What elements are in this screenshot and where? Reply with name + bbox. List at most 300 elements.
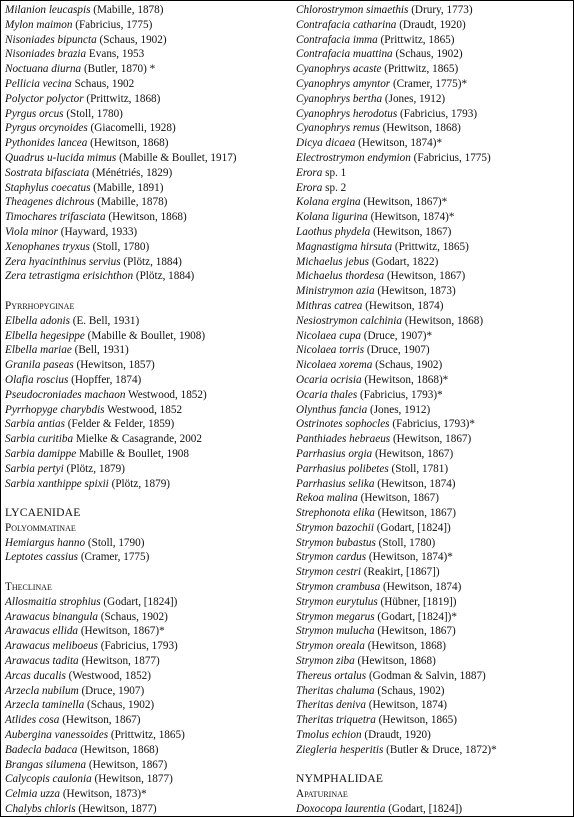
species-name: Xenophanes tryxus	[5, 240, 90, 253]
species-authority: (Mabille & Boullet, 1917)	[119, 151, 237, 164]
species-authority: (Fabricius, 1793)	[400, 107, 478, 120]
species-authority: (Schaus, 1902)	[395, 48, 463, 61]
species-authority: (Hewitson, 1857)	[76, 359, 155, 372]
species-authority: (Mabille, 1891)	[93, 181, 164, 194]
species-name: Ocaria thales	[296, 388, 358, 401]
species-authority: (Druce, 1907)	[366, 344, 430, 357]
species-name: Brangas silumena	[5, 758, 87, 771]
species-name: Zera hyacinthinus servius	[5, 255, 121, 268]
species-entry	[5, 654, 289, 669]
species-name: Calycopis caulonia	[5, 773, 92, 786]
species-name: Chalybs chloris	[5, 803, 76, 816]
subfamily-heading: Apaturinae	[296, 788, 348, 801]
species-name: Nisoniades brazia	[5, 48, 87, 61]
species-authority: (Giacomelli, 1928)	[90, 122, 176, 135]
species-entry	[296, 18, 572, 33]
species-name: Sarbia pertyi	[5, 462, 64, 475]
species-entry	[296, 610, 572, 625]
species-name: Magnastigma hirsuta	[296, 240, 393, 253]
species-authority: (Draudt, 1920)	[399, 18, 466, 31]
subfamily-heading: Pyrrhopyginae	[5, 299, 75, 312]
blank-line	[5, 565, 289, 580]
species-name: Mylon maimon	[5, 18, 73, 31]
species-authority: (Hewitson, 1868)	[382, 122, 461, 135]
species-authority: Schaus, 1902	[74, 77, 135, 90]
species-name: Polyctor polyctor	[5, 92, 84, 105]
species-name: Ocaria ocrisia	[296, 373, 362, 386]
species-name: Electrostrymon endymion	[296, 151, 411, 164]
species-entry	[5, 33, 289, 48]
species-entry	[296, 403, 572, 418]
species-name: Elbella hegesippe	[5, 329, 85, 342]
species-authority: (Schaus, 1902)	[99, 33, 167, 46]
species-entry	[5, 684, 289, 699]
species-authority: (Drury, 1773)	[411, 4, 473, 16]
species-authority: (Godart, [1824])*	[377, 610, 457, 623]
species-name: Nesiostrymon calchinia	[296, 314, 402, 327]
species-name: Staphylus coecatus	[5, 181, 91, 194]
species-authority: (Hewitson, 1874)*	[368, 551, 453, 564]
species-authority: (Bell, 1931)	[74, 344, 129, 357]
species-entry	[296, 802, 572, 817]
species-name: Strymon bazochii	[296, 521, 374, 534]
species-entry	[296, 210, 572, 225]
species-entry	[296, 358, 572, 373]
species-authority: (Hewitson, 1873)*	[62, 788, 147, 801]
species-authority: (Butler, 1870) *	[83, 63, 156, 76]
species-entry	[5, 758, 289, 773]
species-authority: (Stoll, 1790)	[87, 536, 145, 549]
species-entry	[5, 195, 289, 210]
species-name: Pseudocroniades machaon	[5, 388, 126, 401]
species-authority: (Prittwitz, 1865)	[110, 729, 185, 742]
species-authority: (Schaus, 1902)	[87, 699, 155, 712]
species-authority: (Stoll, 1780)	[378, 536, 436, 549]
species-entry	[5, 447, 289, 462]
species-entry	[296, 136, 572, 151]
species-entry	[5, 210, 289, 225]
species-name: Milanion leucaspis	[5, 4, 91, 16]
species-authority: (Reakirt, [1867])	[363, 566, 440, 579]
species-name: Nicolaea torris	[296, 344, 365, 357]
species-entry	[5, 787, 289, 802]
species-authority: (Stoll, 1780)	[92, 240, 150, 253]
species-name: Nisoniades bipuncta	[5, 33, 97, 46]
species-entry	[5, 772, 289, 787]
species-entry	[296, 314, 572, 329]
species-entry	[296, 639, 572, 654]
species-name: Thereus ortalus	[296, 669, 367, 682]
species-entry	[296, 3, 572, 18]
species-entry	[296, 240, 572, 255]
species-authority: (Hopffer, 1874)	[71, 373, 142, 386]
species-name: Strymon eurytulus	[296, 595, 378, 608]
species-name: Aubergina vanessoides	[5, 729, 109, 742]
species-name: Dicya dicaea	[296, 137, 356, 150]
species-name: Arawacus meliboeus	[5, 640, 98, 653]
species-name: Pyrgus orcynoides	[5, 122, 88, 135]
species-authority: (Hewitson, 1867)	[392, 433, 472, 446]
species-entry	[296, 195, 572, 210]
species-authority: (Mabille, 1878)	[97, 196, 168, 209]
species-name: Erora	[296, 166, 323, 179]
species-authority: (Hewitson, 1867)*	[363, 196, 448, 209]
species-name: Pellicia vecina	[5, 77, 72, 90]
species-name: Cyanophrys bertha	[296, 92, 383, 105]
species-entry	[5, 536, 289, 551]
species-name: Nicolaea xorema	[296, 359, 373, 372]
species-name: Ziegleria hesperitis	[296, 743, 384, 756]
species-name: Strymon cestri	[296, 566, 361, 579]
species-name: Allosmaitia strophius	[5, 595, 101, 608]
species-authority: (E. Bell, 1931)	[72, 314, 140, 327]
species-authority: (Druce, 1907)	[81, 684, 145, 697]
species-entry	[5, 358, 289, 373]
blank-line	[5, 491, 289, 506]
species-name: Ostrinotes sophocles	[296, 418, 390, 431]
species-entry	[5, 610, 289, 625]
species-authority: (Hewitson, 1867)	[374, 447, 454, 460]
species-entry	[296, 299, 572, 314]
species-authority: (Godart, [1824])	[103, 595, 178, 608]
species-entry	[5, 432, 289, 447]
species-name: Cyanophrys remus	[296, 122, 380, 135]
subfamily-heading: Polyommatinae	[5, 521, 76, 534]
species-authority: (Hewitson, 1877)	[94, 773, 173, 786]
species-name: Viola minor	[5, 225, 58, 238]
species-authority: (Godart, [1824])	[388, 803, 463, 816]
species-entry	[296, 62, 572, 77]
species-name: Arawacus ellida	[5, 625, 79, 638]
species-entry	[296, 580, 572, 595]
species-entry	[296, 77, 572, 92]
species-authority: (Westwood, 1852)	[68, 669, 151, 682]
species-entry	[296, 33, 572, 48]
species-entry	[5, 550, 289, 565]
species-authority: (Hübner, [1819])	[380, 595, 457, 608]
subfamily-heading: Theclinae	[5, 581, 52, 594]
species-entry	[296, 595, 572, 610]
species-name: Rekoa malina	[296, 492, 358, 505]
species-name: Atlides cosa	[5, 714, 60, 727]
species-authority: (Hewitson, 1877)	[78, 803, 157, 816]
species-authority: sp. 2	[325, 181, 347, 194]
species-authority: (Hewitson, 1868)	[404, 314, 484, 327]
species-authority: (Godart, [1824])	[376, 521, 451, 534]
species-entry	[296, 713, 572, 728]
species-authority: (Hewitson, 1867)	[377, 625, 456, 638]
species-authority: (Schaus, 1902)	[377, 684, 445, 697]
species-entry	[296, 669, 572, 684]
species-entry	[5, 47, 289, 62]
species-entry	[5, 62, 289, 77]
species-entry	[296, 698, 572, 713]
species-name: Quadrus u-lucida mimus	[5, 151, 117, 164]
species-authority: (Jones, 1912)	[369, 403, 431, 416]
species-name: Arcas ducalis	[5, 669, 66, 682]
species-entry	[296, 373, 572, 388]
species-name: Michaelus jebus	[296, 255, 370, 268]
species-authority: (Hewitson, 1867)*	[80, 625, 165, 638]
species-name: Laothus phydela	[296, 225, 371, 238]
species-entry	[5, 477, 289, 492]
species-authority: (Godman & Salvin, 1887)	[368, 669, 486, 682]
left-column	[5, 3, 289, 817]
species-name: Erora	[296, 181, 323, 194]
family-heading: NYMPHALIDAE	[296, 772, 384, 786]
species-name: Sarbia xanthippe spixii	[5, 477, 109, 490]
species-entry	[5, 181, 289, 196]
species-entry	[296, 447, 572, 462]
blank-line	[296, 758, 572, 773]
species-entry	[296, 151, 572, 166]
species-name: Mithras catrea	[296, 299, 363, 312]
species-entry	[5, 107, 289, 122]
species-entry	[296, 477, 572, 492]
species-authority: (Hewitson, 1868)	[108, 211, 187, 224]
species-name: Contrafacia muattina	[296, 48, 393, 61]
species-name: Strymon cardus	[296, 551, 367, 564]
species-authority: (Prittwitz, 1865)	[380, 33, 455, 46]
species-name: Chlorostrymon simaethis	[296, 4, 409, 16]
species-entry	[296, 743, 572, 758]
species-authority: (Draudt, 1920)	[364, 729, 431, 742]
species-entry	[296, 684, 572, 699]
species-name: Michaelus thordesa	[296, 270, 385, 283]
species-authority: Mabille & Boullet, 1908	[78, 447, 189, 460]
species-entry	[5, 403, 289, 418]
species-name: Tmolus echion	[296, 729, 362, 742]
species-name: Olynthus fancia	[296, 403, 368, 416]
species-name: Kolana ligurina	[296, 211, 368, 224]
species-entry	[5, 166, 289, 181]
species-authority: (Cramer, 1775)	[80, 551, 150, 564]
right-column	[296, 3, 572, 817]
species-name: Pythonides lancea	[5, 137, 88, 150]
species-entry	[5, 255, 289, 270]
species-entry	[296, 536, 572, 551]
species-entry	[5, 728, 289, 743]
species-name: Theritas triquetra	[296, 714, 376, 727]
species-authority: (Schaus, 1902)	[100, 610, 168, 623]
species-name: Strymon crambusa	[296, 581, 381, 594]
species-entry	[296, 269, 572, 284]
species-name: Strephonota elika	[296, 507, 375, 520]
species-authority: (Fabricius, 1775)	[75, 18, 153, 31]
species-entry	[296, 462, 572, 477]
species-authority: (Hayward, 1933)	[60, 225, 138, 238]
species-authority: (Prittwitz, 1868)	[86, 92, 161, 105]
species-entry	[296, 329, 572, 344]
species-authority: (Fabricius, 1775)	[413, 151, 491, 164]
species-entry	[5, 388, 289, 403]
species-entry	[296, 166, 572, 181]
species-entry	[296, 550, 572, 565]
species-authority: (Hewitson, 1867)	[360, 492, 439, 505]
species-name: Granila paseas	[5, 359, 74, 372]
species-authority: sp. 1	[325, 166, 347, 179]
species-authority: (Hewitson, 1867)	[88, 758, 168, 771]
species-entry	[5, 269, 289, 284]
species-name: Kolana ergina	[296, 196, 361, 209]
species-name: Arawacus binangula	[5, 610, 98, 623]
species-authority: (Jones, 1912)	[384, 92, 446, 105]
species-authority: (Felder & Felder, 1859)	[67, 418, 175, 431]
species-name: Noctuana diurna	[5, 63, 82, 76]
species-authority: (Hewitson, 1874)	[368, 699, 448, 712]
species-name: Hemiargus hanno	[5, 536, 86, 549]
species-authority: Westwood, 1852	[107, 403, 183, 416]
species-authority: (Butler & Druce, 1872)*	[386, 743, 497, 756]
species-entry	[5, 669, 289, 684]
species-name: Celmia uzza	[5, 788, 61, 801]
species-authority: (Hewitson, 1874)*	[370, 211, 455, 224]
species-name: Arzecla taminella	[5, 699, 85, 712]
species-name: Nicolaea cupa	[296, 329, 361, 342]
species-entry	[5, 802, 289, 817]
species-entry	[296, 728, 572, 743]
species-name: Strymon oreala	[296, 640, 365, 653]
species-authority: (Mabille & Boullet, 1908)	[87, 329, 206, 342]
species-authority: (Plötz, 1884)	[135, 270, 195, 283]
species-name: Theritas deniva	[296, 699, 366, 712]
species-name: Parrhasius selika	[296, 477, 375, 490]
species-name: Arawacus tadita	[5, 655, 79, 668]
species-entry	[5, 121, 289, 136]
species-authority: (Plötz, 1879)	[111, 477, 171, 490]
species-entry	[5, 240, 289, 255]
species-entry	[296, 521, 572, 536]
species-authority: (Schaus, 1902)	[375, 359, 443, 372]
species-entry	[5, 92, 289, 107]
species-entry	[296, 506, 572, 521]
species-entry	[5, 3, 289, 18]
species-name: Doxocopa laurentia	[296, 803, 386, 816]
species-authority: (Hewitson, 1867)	[386, 270, 466, 283]
species-authority: (Hewitson, 1874)	[377, 477, 456, 490]
species-authority: (Hewitson, 1868)	[357, 655, 436, 668]
species-entry	[296, 121, 572, 136]
species-authority: (Hewitson, 1874)	[365, 299, 444, 312]
species-entry	[5, 639, 289, 654]
species-entry	[5, 713, 289, 728]
species-entry	[296, 565, 572, 580]
species-authority: (Hewitson, 1877)	[81, 655, 160, 668]
species-name: Theagenes dichrous	[5, 196, 95, 209]
species-authority: (Hewitson, 1873)	[377, 285, 456, 298]
species-name: Ministrymon azia	[296, 285, 375, 298]
species-name: Cyanophrys acaste	[296, 63, 382, 76]
species-name: Badecla badaca	[5, 743, 78, 756]
species-authority: Mielke & Casagrande, 2002	[75, 433, 202, 446]
species-name: Strymon megarus	[296, 610, 375, 623]
species-name: Cyanophrys amyntor	[296, 77, 391, 90]
species-authority: (Prittwitz, 1865)	[384, 63, 459, 76]
species-entry	[5, 417, 289, 432]
species-authority: (Hewitson, 1867)	[377, 507, 456, 520]
species-entry	[5, 624, 289, 639]
species-entry	[296, 107, 572, 122]
blank-line	[5, 284, 289, 299]
species-entry	[5, 343, 289, 358]
species-entry	[296, 388, 572, 403]
species-entry	[296, 181, 572, 196]
species-name: Strymon bubastus	[296, 536, 376, 549]
species-authority: (Godart, 1822)	[371, 255, 439, 268]
species-name: Timochares trifasciata	[5, 211, 106, 224]
species-authority: (Fabricius, 1793)	[100, 640, 178, 653]
species-name: Strymon ziba	[296, 655, 355, 668]
species-entry	[5, 77, 289, 92]
species-authority: (Hewitson, 1867)	[373, 225, 452, 238]
species-entry	[296, 654, 572, 669]
species-entry	[5, 18, 289, 33]
species-authority: (Hewitson, 1867)	[62, 714, 141, 727]
species-authority: (Stoll, 1780)	[66, 107, 123, 120]
species-entry	[296, 47, 572, 62]
species-entry	[296, 491, 572, 506]
species-name: Theritas chaluma	[296, 684, 375, 697]
species-name: Sarbia damippe	[5, 447, 77, 460]
species-name: Sarbia antias	[5, 418, 65, 431]
species-authority: (Prittwitz, 1865)	[394, 240, 469, 253]
species-name: Cyanophrys herodotus	[296, 107, 398, 120]
species-authority: (Hewitson, 1868)*	[364, 373, 449, 386]
species-name: Contrafacia catharina	[296, 18, 397, 31]
species-name: Leptotes cassius	[5, 551, 79, 564]
species-entry	[296, 624, 572, 639]
species-entry	[5, 136, 289, 151]
species-name: Contrafacia imma	[296, 33, 378, 46]
species-authority: Westwood, 1852)	[128, 388, 207, 401]
species-name: Elbella mariae	[5, 344, 72, 357]
species-entry	[5, 314, 289, 329]
species-authority: (Ménétriés, 1829)	[92, 166, 173, 179]
species-entry	[296, 255, 572, 270]
species-name: Parrhasius orgia	[296, 447, 373, 460]
species-entry	[296, 284, 572, 299]
species-authority: (Cramer, 1775)*	[392, 77, 468, 90]
species-authority: (Hewitson, 1868)	[90, 137, 169, 150]
species-entry	[5, 595, 289, 610]
family-heading: LYCAENIDAE	[5, 506, 81, 520]
species-entry	[296, 432, 572, 447]
species-authority: (Stoll, 1781)	[391, 462, 449, 475]
species-entry	[296, 92, 572, 107]
species-entry	[5, 462, 289, 477]
species-authority: (Plötz, 1884)	[123, 255, 182, 268]
species-authority: (Hewitson, 1874)*	[358, 137, 443, 150]
species-entry	[296, 225, 572, 240]
species-authority: (Hewitson, 1874)	[383, 581, 462, 594]
species-authority: (Hewitson, 1868)	[80, 743, 159, 756]
species-authority: (Fabricius, 1793)*	[360, 388, 443, 401]
species-name: Sarbia curitiba	[5, 433, 74, 446]
species-entry	[5, 225, 289, 240]
species-authority: (Plötz, 1879)	[66, 462, 125, 475]
species-name: Olafia roscius	[5, 373, 69, 386]
species-authority: Evans, 1953	[88, 48, 145, 61]
species-name: Sostrata bifasciata	[5, 166, 90, 179]
species-entry	[296, 417, 572, 432]
species-name: Elbella adonis	[5, 314, 70, 327]
species-authority: (Fabricius, 1793)*	[392, 418, 475, 431]
species-authority: (Mabille, 1878)	[93, 4, 164, 16]
species-entry	[5, 743, 289, 758]
species-name: Strymon mulucha	[296, 625, 375, 638]
species-name: Panthiades hebraeus	[296, 433, 391, 446]
species-entry	[5, 329, 289, 344]
